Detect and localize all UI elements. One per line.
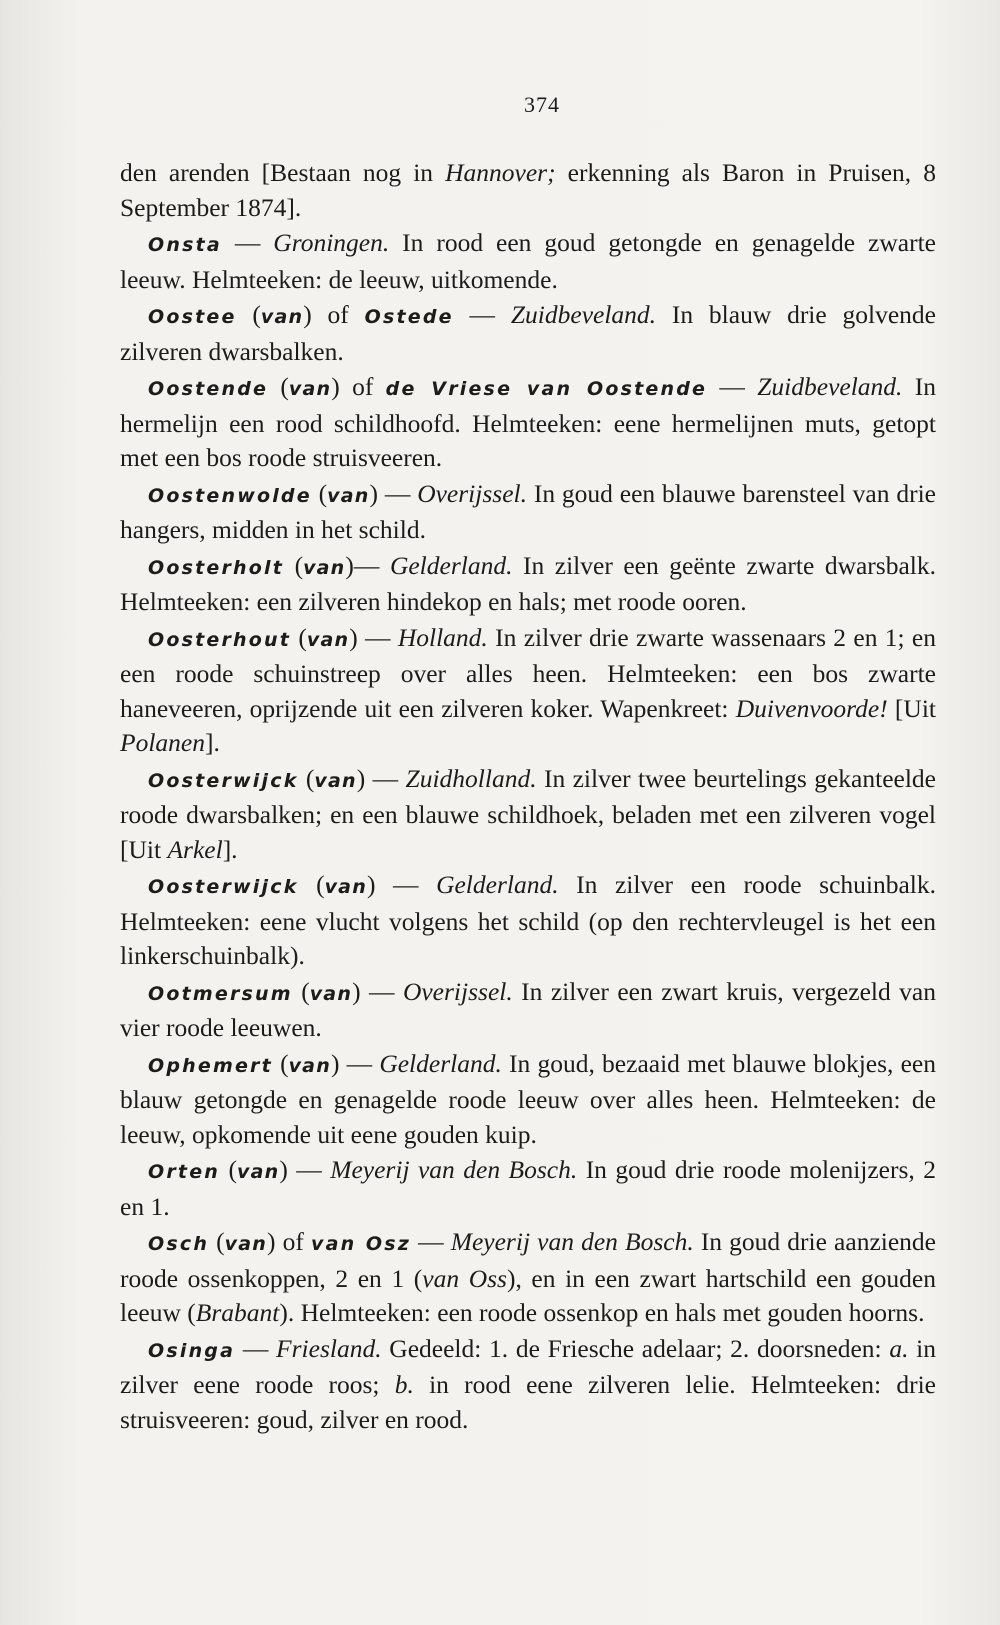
italic-text: Friesland.: [276, 1333, 382, 1363]
name-particle: van: [224, 1233, 268, 1255]
entry-oosterwijck-zuidholland: [120, 762, 936, 868]
body-text: —: [221, 228, 274, 257]
italic-text: Duivenvoorde!: [735, 693, 888, 723]
body-text: (: [272, 1048, 289, 1078]
italic-text: Zuidbeveland.: [510, 300, 657, 329]
name-particle: van: [306, 628, 350, 651]
body-text: ) of: [303, 300, 365, 329]
body-text: [Uit: [887, 693, 937, 723]
body-text: (: [298, 870, 325, 899]
family-name: Oostenwolde: [148, 484, 312, 507]
family-name: van Osz: [310, 1233, 411, 1255]
body-text: In zilver twee beurtelings gekanteelde roode dwarsbalken; en een blauwe schildhoek, beladen met een zilveren vogel [Uit: [120, 763, 936, 864]
body-text: —: [707, 372, 758, 401]
entry-onsta: [120, 226, 936, 297]
italic-text: Zuidholland.: [405, 763, 537, 793]
entry-osinga: [120, 1332, 936, 1438]
body-text: ].: [222, 834, 238, 864]
body-text: (: [220, 1155, 237, 1184]
body-text: In rood een goud getongde en genagelde zwarte leeuw. Helmteeken: de leeuw, uitkomende.: [120, 228, 936, 294]
italic-text: b.: [394, 1370, 414, 1399]
body-text: (: [284, 550, 304, 580]
body-text: In goud een blauwe barensteel van drie hangers, midden in het schild.: [120, 478, 936, 544]
body-text: In blauw drie golvende zilveren dwarsbalken.: [120, 300, 937, 366]
body-text: In zilver een geënte zwarte dwarsbalk. Helmteeken: een zilveren hindekop en hals; met roode ooren.: [120, 550, 936, 616]
family-name: Osch: [148, 1233, 210, 1255]
entry-orten: [120, 1153, 936, 1224]
italic-text: Meyerij van den Bosch.: [330, 1155, 578, 1184]
body-text: —: [453, 300, 511, 329]
italic-text: Brabant: [195, 1298, 280, 1327]
body-text: in zilver eene roode roos;: [120, 1333, 936, 1399]
entry-oostenwolde: [120, 477, 936, 548]
name-particle: van: [303, 556, 346, 579]
body-text: ) —: [330, 1048, 380, 1078]
entry-oostee: [120, 298, 936, 369]
italic-text: Holland.: [397, 622, 488, 652]
body-text: ) —: [279, 1155, 331, 1184]
name-particle: van: [314, 769, 357, 792]
body-text: In zilver drie zwarte wassenaars 2 en 1; en een roode schuinstreep over alles heen. Helmteeken: een bos zwarte haneveeren, oprijzende uit een zilveren koker. Wapenkreet:: [120, 622, 936, 723]
italic-text: Polanen: [120, 728, 205, 757]
italic-text: Gelderland.: [389, 550, 513, 580]
body-text: (: [292, 976, 310, 1006]
body-text: (: [298, 763, 315, 793]
body-text: (: [236, 300, 261, 329]
entry-osch: [120, 1225, 936, 1331]
entry-ootmersum: [120, 975, 936, 1046]
body-text: (: [291, 622, 307, 652]
body-text: ) —: [369, 478, 418, 508]
entry-ophemert: [120, 1047, 936, 1153]
body-text: In goud drie aanziende roode ossenkoppen, 2 en 1 (: [120, 1227, 936, 1293]
entry-oostende: [120, 370, 936, 476]
family-name: Oostende: [148, 378, 269, 400]
body-text: ) —: [356, 763, 406, 793]
body-text: erkenning als Baron in Pruisen, 8 September 1874].: [120, 158, 936, 222]
italic-text: Gelderland.: [436, 870, 559, 899]
body-text: )—: [345, 550, 390, 580]
body-text: ), en in een zwart hartschild een gouden leeuw (: [120, 1263, 936, 1327]
name-particle: van: [236, 1161, 280, 1183]
name-particle: van: [260, 306, 304, 328]
body-text: In hermelijn een rood schildhoofd. Helmteeken: eene hermelijnen muts, getopt met een bos roode struisveeren.: [120, 372, 936, 472]
body-text: Gedeeld: 1. de Friesche adelaar; 2. doorsneden:: [381, 1333, 890, 1363]
body-text: ) —: [366, 870, 437, 899]
entry-oosterhout: [120, 621, 936, 761]
name-particle: van: [309, 982, 353, 1005]
name-particle: van: [288, 378, 332, 400]
family-name: Ootmersum: [148, 982, 293, 1005]
italic-text: Overijssel.: [417, 478, 527, 508]
name-particle: van: [288, 1054, 331, 1077]
body-text: (: [209, 1227, 225, 1256]
body-text: (: [311, 478, 328, 508]
italic-text: Groningen.: [273, 228, 390, 257]
body-text: —: [411, 1227, 451, 1256]
body-text: den arenden [Bestaan nog in: [120, 158, 446, 187]
italic-text: a.: [889, 1333, 909, 1363]
italic-text: Overijssel.: [402, 976, 513, 1006]
family-name: Oosterhout: [148, 628, 292, 651]
family-name: Oosterholt: [148, 556, 285, 579]
body-text: In zilver een zwart kruis, vergezeld van vier roode leeuwen.: [120, 976, 936, 1042]
entry-oosterholt: [120, 549, 936, 620]
body-text: ) of: [331, 372, 386, 401]
body-text: —: [235, 1333, 277, 1363]
family-name: Oosterwijck: [148, 876, 299, 898]
body-text: ) —: [352, 976, 403, 1006]
family-name: Ostede: [364, 306, 454, 328]
body-text: In goud, bezaaid met blauwe blokjes, een blauw getongde en genagelde roode leeuw over alles heen. Helmteeken: de leeuw, opkomende uit eene gouden kuip.: [120, 1048, 936, 1149]
family-name: Osinga: [148, 1339, 236, 1362]
italic-text: Zuidbeveland.: [757, 372, 903, 401]
entry-oosterwijck-gelderland: [120, 868, 936, 974]
family-name: Oostee: [148, 306, 237, 328]
page-number: 374: [524, 92, 560, 117]
body-text: In zilver een roode schuinbalk. Helmteeken: eene vlucht volgens het schild (op den rechtervleugel is het een linkerschuinbalk).: [120, 870, 936, 970]
body-text: In goud drie roode molenijzers, 2 en 1.: [120, 1155, 936, 1221]
family-name: Oosterwijck: [148, 769, 299, 792]
italic-text: Meyerij van den Bosch.: [450, 1227, 694, 1256]
entry-continuation: [120, 156, 936, 225]
name-particle: van: [324, 876, 367, 898]
italic-text: Hannover;: [445, 158, 556, 187]
family-name: de Vriese van Oostende: [385, 378, 708, 400]
italic-text: van Oss: [422, 1263, 507, 1293]
body-text: in rood eene zilveren lelie. Helmteeken: drie struisveeren: goud, zilver en rood.: [120, 1370, 936, 1434]
body-text: ). Helmteeken: een roode ossenkop en hals met gouden hoorns.: [279, 1298, 925, 1327]
italic-text: Arkel: [167, 834, 223, 864]
family-name: Onsta: [148, 234, 222, 256]
family-name: Orten: [148, 1161, 221, 1183]
body-text: ].: [204, 728, 220, 757]
name-particle: van: [327, 484, 370, 507]
italic-text: Gelderland.: [379, 1048, 502, 1078]
body-text: (: [268, 372, 289, 401]
family-name: Ophemert: [148, 1054, 273, 1077]
text-body: [120, 156, 936, 1438]
body-text: ) —: [349, 622, 398, 652]
body-text: ) of: [267, 1227, 311, 1256]
